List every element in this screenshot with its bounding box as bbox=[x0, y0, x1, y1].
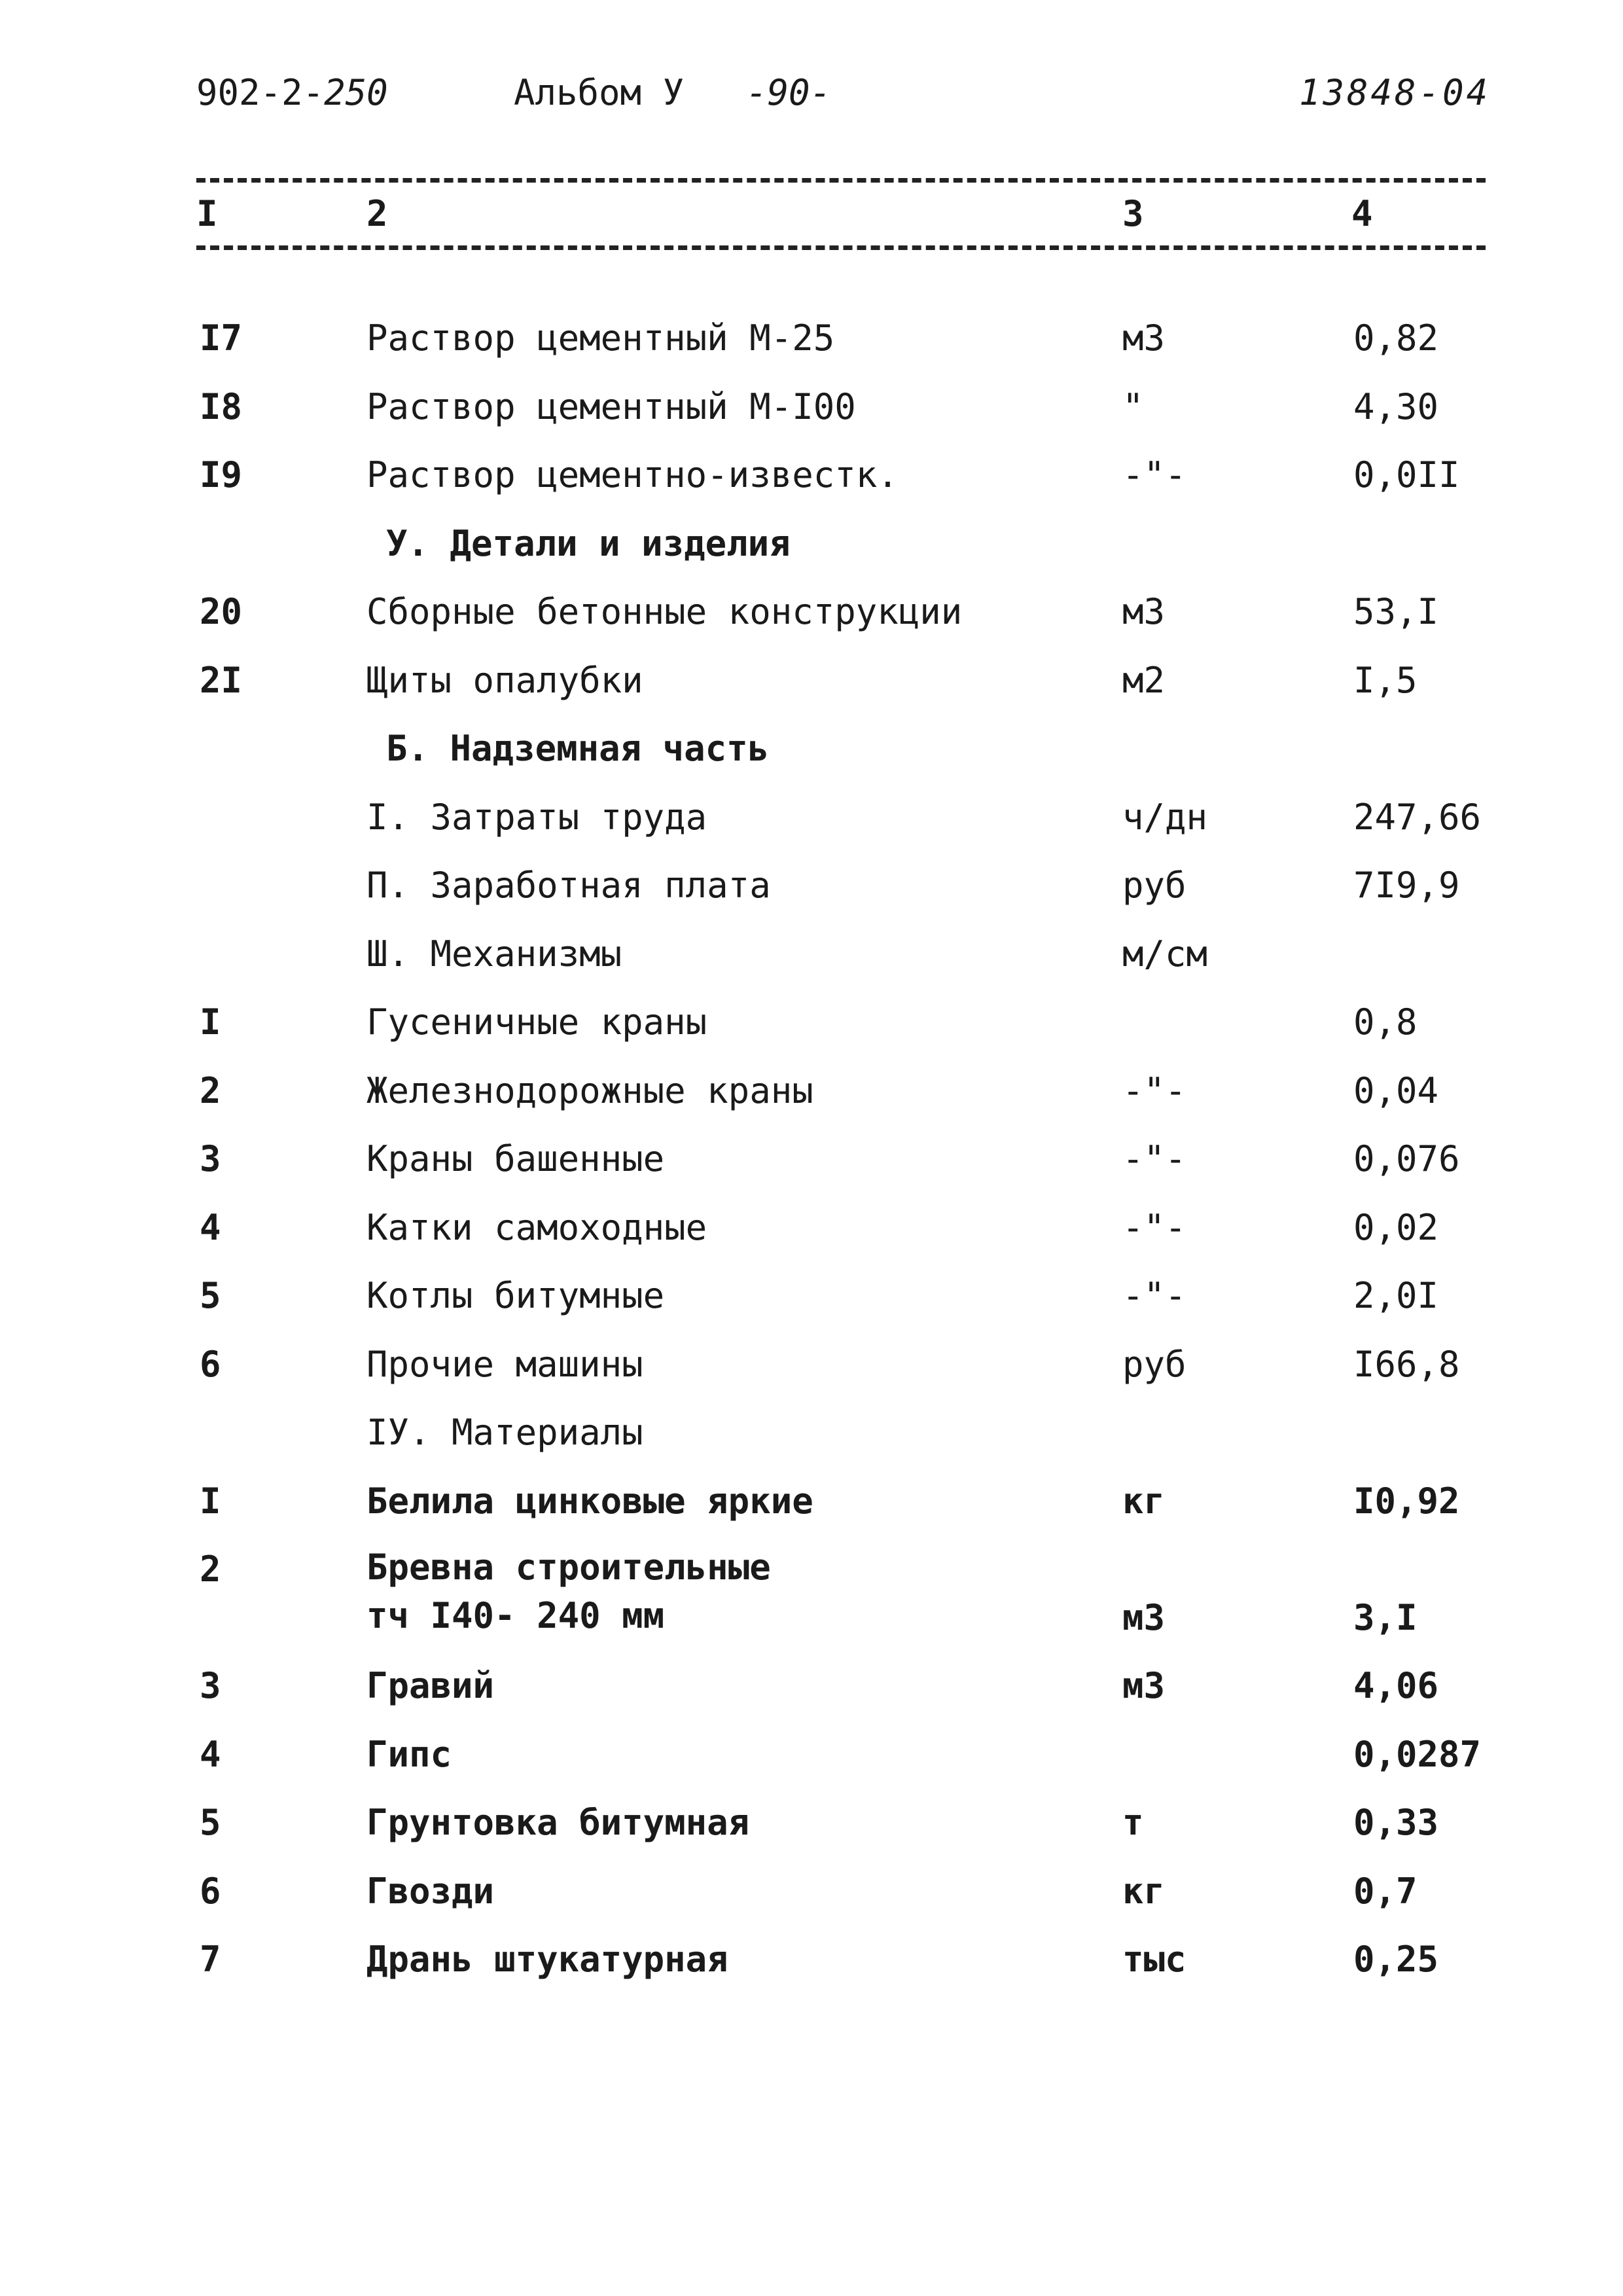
table-row bbox=[0, 920, 1623, 989]
column-header-2: 2 bbox=[366, 193, 388, 234]
section-heading-row bbox=[0, 715, 1623, 783]
item-name: Краны башенные bbox=[366, 1138, 665, 1179]
unit: м3 bbox=[1122, 591, 1166, 632]
quantity: 0,02 bbox=[1353, 1206, 1439, 1248]
row-number: 4 bbox=[200, 1733, 221, 1775]
row-number: I7 bbox=[200, 317, 243, 359]
document-code-prefix: 902-2- bbox=[196, 72, 325, 113]
table-row bbox=[0, 304, 1623, 373]
section-title: Б. Надземная часть bbox=[386, 728, 770, 769]
table-row bbox=[0, 1926, 1623, 1994]
unit: м2 bbox=[1122, 659, 1166, 701]
quantity: 0,0287 bbox=[1353, 1733, 1482, 1775]
table-row bbox=[0, 578, 1623, 647]
quantity: 7I9,9 bbox=[1353, 865, 1460, 906]
item-name: Гравий bbox=[366, 1665, 495, 1706]
item-name: Железнодорожные краны bbox=[366, 1069, 813, 1111]
table-row bbox=[0, 1331, 1623, 1399]
row-number: I8 bbox=[200, 386, 243, 427]
column-header-3: 3 bbox=[1122, 193, 1144, 234]
row-number: I9 bbox=[200, 454, 243, 495]
row-number: 4 bbox=[200, 1206, 221, 1248]
table-row bbox=[0, 1262, 1623, 1331]
row-number: 2I bbox=[200, 659, 243, 701]
quantity: 247,66 bbox=[1353, 796, 1482, 838]
unit: м/см bbox=[1122, 933, 1208, 975]
quantity: 2,0I bbox=[1353, 1275, 1439, 1316]
quantity: 3,I bbox=[1353, 1597, 1418, 1638]
unit: -"- bbox=[1122, 1069, 1186, 1111]
quantity: 0,04 bbox=[1353, 1069, 1439, 1111]
item-name: Грунтовка битумная bbox=[366, 1802, 750, 1843]
quantity: 0,0II bbox=[1353, 454, 1460, 495]
row-number: 2 bbox=[200, 1069, 221, 1111]
row-number: 3 bbox=[200, 1138, 221, 1179]
item-name bbox=[366, 1543, 771, 1640]
item-name: Гвозди bbox=[366, 1870, 495, 1912]
unit: кг bbox=[1122, 1480, 1166, 1522]
unit: ч/дн bbox=[1122, 796, 1208, 838]
item-name: Дрань штукатурная bbox=[366, 1939, 728, 1980]
item-name: Раствор цементный М-I00 bbox=[366, 386, 856, 427]
quantity: 0,8 bbox=[1353, 1001, 1418, 1043]
table-row bbox=[0, 1789, 1623, 1857]
quantity: 0,7 bbox=[1353, 1870, 1418, 1912]
item-name: Гипс bbox=[366, 1733, 452, 1775]
quantity: 4,30 bbox=[1353, 386, 1439, 427]
row-number: I bbox=[200, 1001, 221, 1043]
row-number: 20 bbox=[200, 591, 243, 632]
page-number: -90- bbox=[746, 72, 832, 113]
unit: -"- bbox=[1122, 1206, 1186, 1248]
column-header-1: I bbox=[196, 193, 218, 234]
table-row bbox=[0, 1535, 1623, 1652]
album-label: Альбом У bbox=[514, 72, 685, 113]
item-name: Белила цинковые яркие bbox=[366, 1480, 813, 1522]
quantity: 4,06 bbox=[1353, 1665, 1439, 1706]
quantity: 0,25 bbox=[1353, 1939, 1439, 1980]
item-name: Гусеничные краны bbox=[366, 1001, 707, 1043]
item-name: Прочие машины bbox=[366, 1343, 643, 1385]
row-number: 7 bbox=[200, 1939, 221, 1980]
row-number: 5 bbox=[200, 1802, 221, 1843]
table-row bbox=[0, 1721, 1623, 1789]
table-row bbox=[0, 1467, 1623, 1536]
item-name: П. Заработная плата bbox=[366, 865, 771, 906]
table-row bbox=[0, 1194, 1623, 1263]
item-name: Щиты опалубки bbox=[366, 659, 643, 701]
document-code-number: 250 bbox=[324, 72, 388, 113]
item-name: I. Затраты труда bbox=[366, 796, 707, 838]
unit: " bbox=[1122, 386, 1144, 427]
item-name: IУ. Материалы bbox=[366, 1412, 643, 1453]
quantity: I,5 bbox=[1353, 659, 1418, 701]
table-row bbox=[0, 1652, 1623, 1721]
header-divider-bottom bbox=[196, 245, 1486, 250]
item-name-line-1: Бревна строительные bbox=[366, 1547, 771, 1588]
header-divider-top bbox=[196, 178, 1486, 183]
table-row bbox=[0, 647, 1623, 715]
item-name: Сборные бетонные конструкции bbox=[366, 591, 963, 632]
row-number: 6 bbox=[200, 1343, 221, 1385]
inventory-number: 13848-04 bbox=[1299, 72, 1491, 113]
quantity: I0,92 bbox=[1353, 1480, 1460, 1522]
unit: м3 bbox=[1122, 1665, 1166, 1706]
unit: руб bbox=[1122, 865, 1186, 906]
unit: т bbox=[1122, 1802, 1144, 1843]
unit: м3 bbox=[1122, 317, 1166, 359]
document-code bbox=[196, 72, 388, 113]
quantity: I66,8 bbox=[1353, 1343, 1460, 1385]
table-row bbox=[0, 1857, 1623, 1926]
section-heading-row bbox=[0, 510, 1623, 579]
quantity: 0,33 bbox=[1353, 1802, 1439, 1843]
row-number: 6 bbox=[200, 1870, 221, 1912]
unit: -"- bbox=[1122, 1138, 1186, 1179]
quantity: 0,82 bbox=[1353, 317, 1439, 359]
table-row bbox=[0, 1399, 1623, 1467]
table-row bbox=[0, 988, 1623, 1057]
row-number: I bbox=[200, 1480, 221, 1522]
unit: м3 bbox=[1122, 1597, 1166, 1638]
unit: -"- bbox=[1122, 1275, 1186, 1316]
unit: руб bbox=[1122, 1343, 1186, 1385]
table-row bbox=[0, 783, 1623, 852]
item-name: Катки самоходные bbox=[366, 1206, 707, 1248]
unit: -"- bbox=[1122, 454, 1186, 495]
row-number: 5 bbox=[200, 1275, 221, 1316]
quantity: 0,076 bbox=[1353, 1138, 1460, 1179]
table-row bbox=[0, 441, 1623, 510]
section-title: У. Детали и изделия bbox=[386, 522, 791, 564]
item-name: Раствор цементный М-25 bbox=[366, 317, 835, 359]
unit: тыс bbox=[1122, 1939, 1186, 1980]
item-name: Ш. Механизмы bbox=[366, 933, 622, 975]
row-number: 2 bbox=[200, 1549, 221, 1590]
unit: кг bbox=[1122, 1870, 1166, 1912]
resource-table bbox=[0, 304, 1623, 1994]
row-number: 3 bbox=[200, 1665, 221, 1706]
table-row bbox=[0, 373, 1623, 442]
quantity: 53,I bbox=[1353, 591, 1439, 632]
column-header-4: 4 bbox=[1351, 193, 1373, 234]
item-name: Раствор цементно-известк. bbox=[366, 454, 899, 495]
table-row bbox=[0, 852, 1623, 920]
table-row bbox=[0, 1057, 1623, 1126]
item-name-line-2: тч I40- 240 мм bbox=[366, 1595, 665, 1636]
item-name: Котлы битумные bbox=[366, 1275, 665, 1316]
table-row bbox=[0, 1125, 1623, 1194]
